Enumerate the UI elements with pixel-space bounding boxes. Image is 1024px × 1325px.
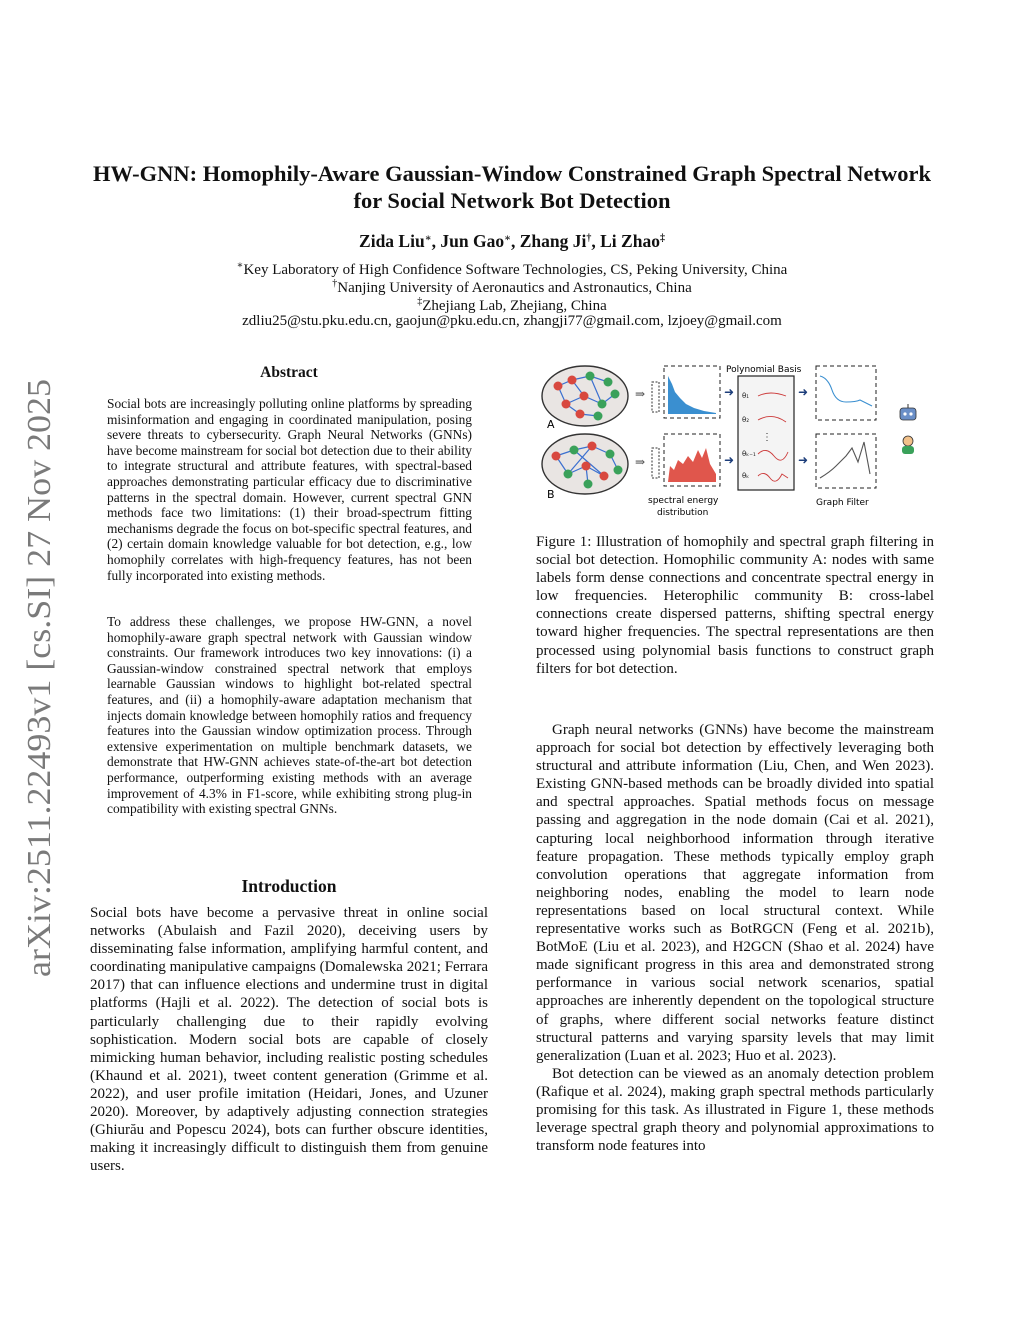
abstract-heading: Abstract [260,364,318,381]
spectral-energy-label: spectral energy [648,496,719,506]
author-name: Zida Liu [359,231,425,251]
left-column-body [90,904,488,1175]
paper-title: HW-GNN: Homophily-Aware Gaussian-Window Constrained Graph Spectral Network for Social Network Bot Detection [93,161,931,213]
community-a-label: A [547,418,555,431]
author-mark: ∗ [424,233,432,244]
robot-icon [900,404,916,420]
section-heading-introduction: Introduction [241,876,337,896]
graph-filter-label: Graph Filter [816,498,869,508]
author-name: Zhang Ji [519,231,587,251]
theta-label: θ₁ [742,392,750,400]
arrow-right-icon: ➜ [724,453,735,467]
affiliation-mark: † [332,278,338,289]
theta-label: θ₂ [742,416,750,424]
arrow-right-icon: ➜ [798,385,809,399]
figure-1-diagram [540,362,930,520]
arxiv-identifier [12,375,64,980]
abstract-paragraph: Social bots are increasingly polluting online platforms by spreading misinformation and engaging in coordinated manipulation, posing severe threats to cybersecurity. Graph Neural Networks (GNNs) have become mainstream for social bot detection due to their ability to integrate structural and attribute features, with spectral-based approaches demonstrating particular efficacy due to discriminative patterns in the spectral domain. However, current spectral GNN methods face two limitations: (1) their broad-spectrum fitting mechanisms degrade the focus on bot-specific spectral features, and (2) certain domain knowledge valuable for bot detection, e.g., low homophily correlates with high-frequency features, has not been fully incorporated into existing methods. [107,396,472,583]
distribution-label: distribution [657,508,709,518]
author-name: Jun Gao [440,231,505,251]
low-pass-filter-curve [820,376,872,406]
implies-arrow-icon: ⇒ [635,455,646,469]
right-column-body [536,721,934,1155]
body-paragraph: Graph neural networks (GNNs) have become the mainstream approach for social bot detection by effectively leveraging both structural and attribute information (Liu, Chen, and Wen 2023). Existing GNN-based methods can be broadly divided into spatial and spectral approaches. Spatial methods focus on message passing and aggregation in the node domain (Cai et al. 2021), capturing local neighborhood information through iterative feature propagation. These methods typically employ graph convolution operations that aggregate information from neighboring nodes, enabling the model to learn node representations based on local structural context. While representative works such as BotRGCN (Feng et al. 2021b), BotMoE (Liu et al. 2023), and H2GCN (Shao et al. 2024) have made significant progress in this area and demonstrated strong performance in various social network scenarios, spatial approaches are inherently dependent on the topological structure of graphs, where different social networks feature distinct structural patterns and varying sparsity levels that may limit generalization (Luan et al. 2023; Huo et al. 2023). [536,722,934,1064]
figure-1-caption: Figure 1: Illustration of homophily and spectral graph filtering in social bot detection. Homophilic community A: nodes with same labels form dense connections and concentrate spectral energy in low frequencies. Heterophilic community B: cross-label connections create dispersed patterns, shifting spectral energy toward higher frequencies. The spectral representations are then processed using polynomial basis functions to construct graph filters for bot detection. [536,534,934,677]
figure-1 [540,362,930,520]
theta-label: θₖ₋₁ [742,450,756,458]
abstract-paragraph: To address these challenges, we propose HW-GNN, a novel homophily-aware graph spectral network with Gaussian window constraints. Our framework introduces two key innovations: (i) a Gaussian-window constrained spectral network that employs learnable Gaussian windows to highlight bot-related spectral features, and (ii) a homophily-aware adaptation mechanism that injects domain knowledge between homophily ratios and frequency features into the Gaussian window optimization process. Through extensive experimentation on multiple benchmark datasets, we demonstrate that HW-GNN achieves state-of-the-art bot detection performance, outperforming existing methods with an average improvement of 4.3% in F1-score, while exhibiting strong plug-in compatibility with existing spectral GNNs. [107,614,472,817]
community-b-label: B [547,488,555,501]
high-pass-filter-curve [820,442,870,478]
ellipsis-dots: ⋮ [762,432,772,443]
author-mark: † [586,233,592,244]
feature-vector-a [652,382,659,412]
affiliation-text: Nanjing University of Aeronautics and Astronautics, China [337,280,692,296]
implies-arrow-icon: ⇒ [635,387,646,401]
affiliation-mark: ∗ [236,260,244,271]
user-avatar-icon [902,436,914,454]
affiliation-text: Key Laboratory of High Confidence Software Technologies, CS, Peking University, China [243,262,788,278]
body-paragraph: Social bots have become a pervasive threat in online social networks (Abulaish and Fazil 2020), deceiving users by disseminating false information, amplifying harmful content, and coordinating manipulative campaigns (Domalewska 2021; Ferrara 2017) that can influence elections and undermine trust in digital platforms (Hajli et al. 2022). The detection of social bots is particularly challenging due to their rapidly evolving sophistication. Modern social bots are capable of closely mimicking human behavior, including realistic posting schedules (Khaund et al. 2021), tweet content generation (Grimme et al. 2022), and user profile imitation (Heidari, Jones, and Uzuner 2020). Moreover, by adaptively adjusting connection strategies (Ghiurău and Popescu 2024), bots can further obscure identities, making it increasingly difficult to distinguish them from genuine users. [90,905,488,1175]
author-mark: ∗ [504,233,511,244]
filter-box-b [816,434,876,488]
high-frequency-histogram [668,448,716,482]
body-paragraph: Bot detection can be viewed as an anomaly detection problem (Rafique et al. 2024), making graph spectral methods particularly promising for this task. As illustrated in Figure 1, these methods leverage spectral graph theory and polynomial approximations to transform node features into [536,1065,934,1155]
author-mark: ‡ [659,233,665,244]
author-emails: zdliu25@stu.pku.edu.cn, gaojun@pku.edu.cn, zhangji77@gmail.com, lzjoey@gmail.com [242,313,782,329]
arrow-right-icon: ➜ [724,385,735,399]
theta-label: θₖ [742,472,750,480]
affiliation-mark: ‡ [417,296,423,307]
arrow-right-icon: ➜ [798,453,809,467]
affiliation-text: Zhejiang Lab, Zhejiang, China [422,298,607,314]
low-frequency-histogram [668,376,716,414]
author-name: Li Zhao [600,231,660,251]
filter-box-a [816,366,876,420]
author-list: Zida Liu∗, Jun Gao∗, Zhang Ji†, Li Zhao‡ [359,231,665,251]
feature-vector-b [652,448,659,478]
arxiv-id-text: arXiv:2511.22493v1 [cs.SI] 27 Nov 2025 [21,419,58,977]
polynomial-basis-label: Polynomial Basis [726,365,802,375]
